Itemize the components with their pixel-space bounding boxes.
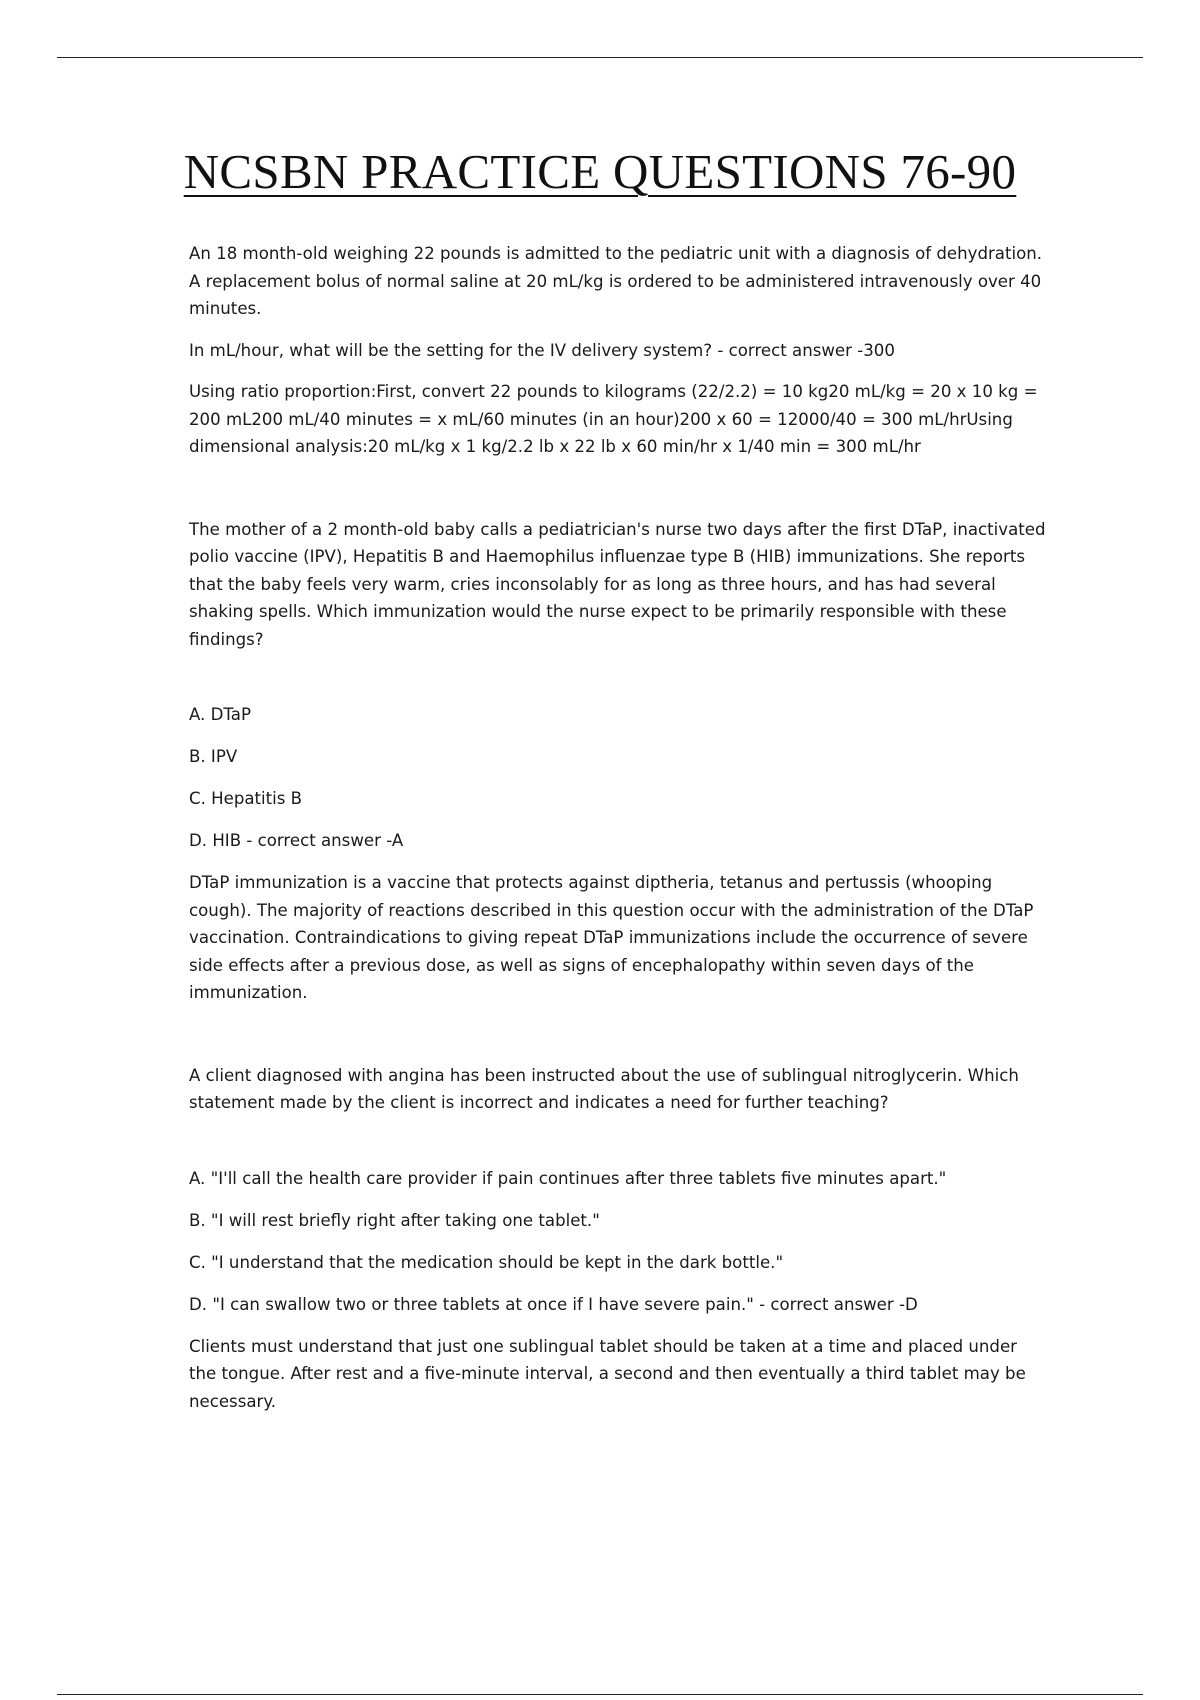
answer-option: D. HIB - correct answer -A: [189, 831, 404, 850]
question-rationale: Using ratio proportion:First, convert 22 pounds to kilograms (22/2.2) = 10 kg20 mL/kg = 20 x 10 kg = 200 mL200 mL/40 minutes = x mL/60 minutes (in an hour)200 x 60 = 12000/40 = 300 mL/hrUsing dimensional analysis:20 mL/kg x 1 kg/2.2 lb x 22 lb x 60 min/hr x 1/40 min = 300 mL/hr: [189, 382, 1038, 456]
answer-option: A. "I'll call the health care provider if pain continues after three tablets five minutes apart.": [189, 1168, 947, 1188]
top-divider: [57, 57, 1143, 58]
question-stem: An 18 month-old weighing 22 pounds is admitted to the pediatric unit with a diagnosis of dehydration. A replacement bolus of normal saline at 20 mL/kg is ordered to be administered intravenously over 40 minutes.: [189, 244, 1043, 318]
answer-option: B. IPV: [189, 747, 238, 766]
answer-option: C. Hepatitis B: [189, 789, 303, 808]
question-stem: The mother of a 2 month-old baby calls a pediatrician's nurse two days after the first DTaP, inactivated polio vaccine (IPV), Hepatitis B and Haemophilus influenzae type B (HIB) immunizations. She reports that the baby feels very warm, cries inconsolably for as long as three hours, and has had several shaking spells. Which immunization would the nurse expect to be primarily responsible with these findings?: [189, 519, 1046, 649]
answer-option: B. "I will rest briefly right after taking one tablet.": [189, 1210, 600, 1230]
question-rationale: DTaP immunization is a vaccine that protects against diptheria, tetanus and pertussis (whooping cough). The majority of reactions described in this question occur with the administration of the DTaP vaccination. Contraindications to giving repeat DTaP immunizations include the occurrence of severe side effects after a previous dose, as well as signs of encephalopathy within seven days of the immunization.: [189, 873, 1034, 1002]
section-spacer: [189, 475, 1049, 516]
section-spacer: [189, 1021, 1049, 1062]
stem-spacer: [189, 667, 1049, 701]
question-block: [189, 240, 1049, 461]
answer-option: D. "I can swallow two or three tablets at once if I have severe pain." - correct answer -D: [189, 1294, 918, 1314]
question-prompt: In mL/hour, what will be the setting for the IV delivery system? - correct answer -300: [189, 340, 895, 360]
question-stem: A client diagnosed with angina has been instructed about the use of sublingual nitroglycerin. Which statement made by the client is incorrect and indicates a need for further teaching?: [189, 1065, 1019, 1112]
bottom-divider: [57, 1694, 1143, 1695]
answer-option: C. "I understand that the medication should be kept in the dark bottle.": [189, 1252, 784, 1272]
stem-spacer: [189, 1131, 1049, 1165]
question-block: [189, 516, 1049, 1007]
answer-option: A. DTaP: [189, 705, 251, 724]
question-rationale: Clients must understand that just one sublingual tablet should be taken at a time and placed under the tongue. After rest and a five-minute interval, a second and then eventually a third tablet may be necessary.: [189, 1336, 1026, 1411]
document-body: [189, 240, 1049, 1429]
page-title: NCSBN PRACTICE QUESTIONS 76-90: [183, 144, 1017, 199]
question-block: [189, 1062, 1049, 1416]
